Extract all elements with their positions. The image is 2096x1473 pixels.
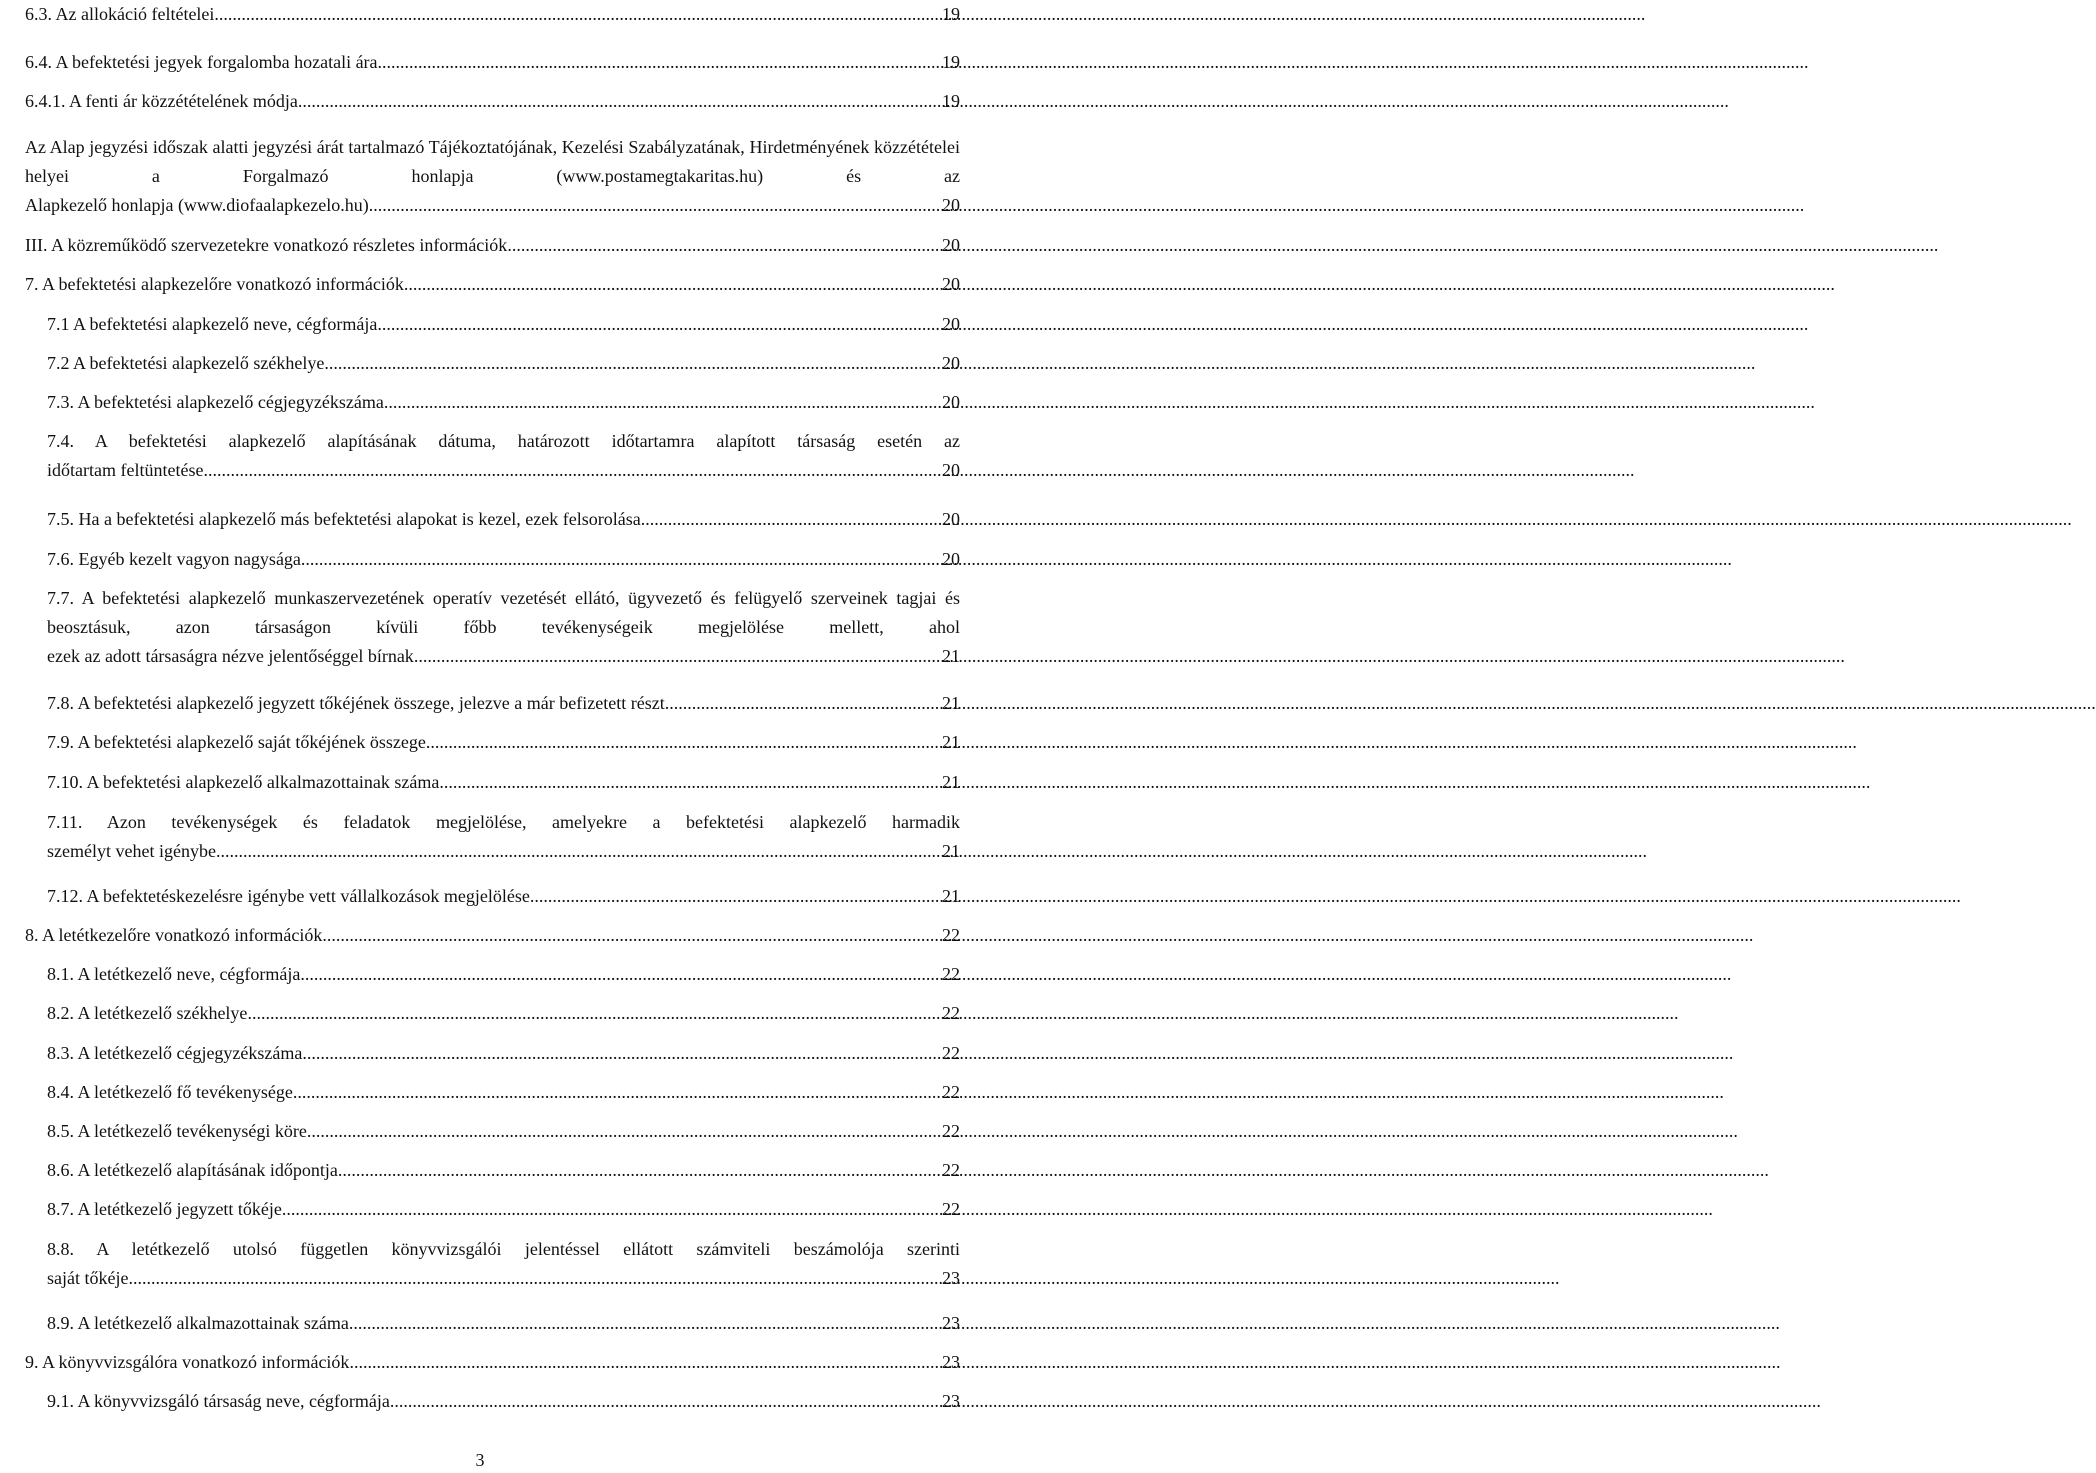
toc-entry-page: 20 [942, 195, 960, 215]
toc-entry-page: 21 [942, 732, 960, 752]
toc-leader-dots [298, 87, 941, 116]
toc-leader-dots [302, 1039, 941, 1068]
toc-entry-title: 7.3. A befektetési alapkezelő cégjegyzékszáma [47, 392, 384, 412]
toc-entry[interactable] [47, 1039, 960, 1068]
toc-entry-lead-text: Az Alap jegyzési időszak alatti jegyzési árát tartalmazó Tájékoztatójának, Kezelési Szabályzatának, Hirdetményének közzétételei helyei a Forgalmazó honlapja (www.postamegtakaritas.hu) és az [25, 137, 960, 186]
toc-leader-dots [307, 1117, 941, 1146]
toc-entry-title: 9.1. A könyvvizsgáló társaság neve, cégformája [47, 1391, 390, 1411]
toc-leader-dots [216, 837, 941, 866]
toc-entry[interactable] [47, 545, 960, 574]
toc-leader-dots [282, 1195, 941, 1224]
toc-entry-title: 7.1 A befektetési alapkezelő neve, cégformája [47, 314, 378, 334]
toc-entry[interactable] [47, 1156, 960, 1185]
toc-entry[interactable] [47, 882, 960, 911]
toc-entry-page: 22 [942, 1043, 960, 1063]
toc-entry[interactable] [25, 48, 960, 77]
toc-entry[interactable] [25, 231, 960, 260]
toc-leader-dots [293, 1078, 941, 1107]
toc-entry-page: 22 [942, 1121, 960, 1141]
toc-leader-dots [390, 1387, 941, 1416]
toc-entry-title: 8. A letétkezelőre vonatkozó információk [25, 925, 323, 945]
toc-entry-page: 21 [942, 772, 960, 792]
toc-entry-lead-text: 7.4. A befektetési alapkezelő alapításának dátuma, határozott időtartamra alapított társaság esetén az [47, 431, 960, 451]
toc-leader-dots [378, 48, 941, 77]
toc-entry-page: 21 [942, 886, 960, 906]
toc-entry[interactable] [47, 1195, 960, 1224]
toc-entry[interactable] [25, 87, 960, 116]
toc-leader-dots [322, 921, 941, 950]
toc-entry[interactable] [47, 960, 960, 989]
toc-entry[interactable] [47, 689, 960, 718]
toc-entry-title: ezek az adott társaságra nézve jelentőséggel bírnak [47, 646, 414, 666]
toc-entry-page: 20 [942, 274, 960, 294]
toc-entry[interactable] [25, 133, 960, 220]
toc-entry[interactable] [47, 1235, 960, 1293]
toc-entry-title: 8.4. A letétkezelő fő tevékenysége [47, 1082, 293, 1102]
toc-entry-page: 21 [942, 646, 960, 666]
toc-entry-page: 19 [942, 52, 960, 72]
toc-entry-page: 20 [942, 314, 960, 334]
toc-leader-dots [439, 768, 941, 797]
toc-entry[interactable] [47, 1078, 960, 1107]
toc-entry-title: 8.7. A letétkezelő jegyzett tőkéje [47, 1199, 282, 1219]
toc-entry-page: 20 [942, 549, 960, 569]
toc-entry-title: 7.12. A befektetéskezelésre igénybe vett vállalkozások megjelölése [47, 886, 530, 906]
toc-entry-page: 22 [942, 1003, 960, 1023]
toc-leader-dots [377, 310, 941, 339]
toc-leader-dots [128, 1264, 941, 1293]
toc-entry[interactable] [47, 768, 960, 797]
toc-entry-title: időtartam feltüntetése [47, 460, 204, 480]
toc-entry-title: 7.2 A befektetési alapkezelő székhelye [47, 353, 325, 373]
toc-leader-dots [214, 0, 941, 29]
toc-entry-page: 23 [942, 1391, 960, 1411]
toc-entry[interactable] [47, 1309, 960, 1338]
toc-leader-dots [300, 960, 941, 989]
toc-entry[interactable] [25, 0, 960, 29]
toc-entry-lead-text: 7.11. Azon tevékenységek és feladatok megjelölése, amelyekre a befektetési alapkezelő harmadik [47, 812, 960, 832]
toc-leader-dots [426, 728, 941, 757]
toc-entry-page: 23 [942, 1268, 960, 1288]
toc-entry-page: 20 [942, 509, 960, 529]
toc-entry[interactable] [47, 584, 960, 671]
toc-leader-dots [414, 642, 941, 671]
toc-entry-page: 20 [942, 392, 960, 412]
toc-entry[interactable] [47, 808, 960, 866]
toc-leader-dots [349, 1348, 941, 1377]
toc-entry[interactable] [25, 270, 960, 299]
toc-entry[interactable] [47, 388, 960, 417]
toc-entry-page: 19 [942, 4, 960, 24]
toc-entry-title: 7. A befektetési alapkezelőre vonatkozó információk [25, 274, 404, 294]
toc-entry-page: 22 [942, 925, 960, 945]
toc-entry[interactable] [47, 427, 960, 485]
toc-entry-lead-text: 8.8. A letétkezelő utolsó független könyvvizsgálói jelentéssel ellátott számviteli beszámolója szerinti [47, 1239, 960, 1259]
toc-entry[interactable] [47, 310, 960, 339]
toc-entry-title: 6.3. Az allokáció feltételei [25, 4, 215, 24]
toc-leader-dots [530, 882, 941, 911]
toc-leader-dots [247, 999, 941, 1028]
toc-entry[interactable] [25, 921, 960, 950]
toc-entry[interactable] [25, 1348, 960, 1377]
toc-entry-title: saját tőkéje [47, 1268, 129, 1288]
toc-entry-page: 23 [942, 1352, 960, 1372]
toc-entry-title: 8.6. A letétkezelő alapításának időpontja [47, 1160, 338, 1180]
toc-entry[interactable] [47, 1117, 960, 1146]
toc-entry[interactable] [47, 505, 960, 534]
page-number: 3 [475, 1450, 485, 1470]
toc-entry-lead-text: 7.7. A befektetési alapkezelő munkaszervezetének operatív vezetését ellátó, ügyvezető és felügyelő szerveinek tagjai és beosztásuk, azon társaságon kívüli főbb tevékenységeik megjelölése mellett, ahol [47, 588, 960, 637]
toc-entry-page: 22 [942, 1082, 960, 1102]
toc-leader-dots [373, 191, 941, 220]
toc-leader-dots [349, 1309, 941, 1338]
toc-entry-page: 20 [942, 460, 960, 480]
toc-entry[interactable] [47, 1387, 960, 1416]
toc-entry-title: Alapkezelő honlapja (www.diofaalapkezelo.hu). [25, 195, 374, 215]
toc-leader-dots [384, 388, 941, 417]
toc-entry-title: 8.1. A letétkezelő neve, cégformája [47, 964, 301, 984]
toc-entry[interactable] [47, 728, 960, 757]
toc-entry-title: 7.8. A befektetési alapkezelő jegyzett tőkéjének összege, jelezve a már befizetett részt [47, 693, 665, 713]
toc-entry-page: 21 [942, 841, 960, 861]
toc-leader-dots [507, 231, 941, 260]
toc-entry-page: 20 [942, 353, 960, 373]
toc-entry-page: 22 [942, 1199, 960, 1219]
toc-leader-dots [641, 505, 941, 534]
toc-leader-dots [324, 349, 941, 378]
toc-entry-title: 9. A könyvvizsgálóra vonatkozó információk [25, 1352, 350, 1372]
toc-entry-title: 6.4.1. A fenti ár közzétételének módja [25, 91, 298, 111]
toc-leader-dots [338, 1156, 941, 1185]
toc-entry-title: 6.4. A befektetési jegyek forgalomba hozatali ára [25, 52, 378, 72]
toc-entry-page: 23 [942, 1313, 960, 1333]
toc-entry-page: 20 [942, 235, 960, 255]
toc-leader-dots [301, 545, 941, 574]
toc-entry-page: 19 [942, 91, 960, 111]
toc-entry-title: 8.9. A letétkezelő alkalmazottainak száma [47, 1313, 349, 1333]
toc-entry[interactable] [47, 349, 960, 378]
toc-entry-page: 22 [942, 1160, 960, 1180]
toc-leader-dots [665, 689, 941, 718]
toc-entry-title: 7.10. A befektetési alapkezelő alkalmazottainak száma [47, 772, 440, 792]
toc-entry-title: 8.2. A letétkezelő székhelye [47, 1003, 248, 1023]
toc-leader-dots [404, 270, 941, 299]
toc-entry-title: személyt vehet igénybe [47, 841, 216, 861]
toc-entry-page: 21 [942, 693, 960, 713]
toc-entry-title: 8.5. A letétkezelő tevékenységi köre [47, 1121, 307, 1141]
toc-entry-title: III. A közreműködő szervezetekre vonatkozó részletes információk [25, 235, 508, 255]
toc-leader-dots [203, 456, 941, 485]
toc-entry-page: 22 [942, 964, 960, 984]
toc-entry-title: 7.6. Egyéb kezelt vagyon nagysága [47, 549, 301, 569]
toc-entry-title: 7.9. A befektetési alapkezelő saját tőkéjének összege [47, 732, 426, 752]
toc-entry-title: 7.5. Ha a befektetési alapkezelő más befektetési alapokat is kezel, ezek felsorolása [47, 509, 641, 529]
toc-entry-title: 8.3. A letétkezelő cégjegyzékszáma [47, 1043, 303, 1063]
toc-entry[interactable] [47, 999, 960, 1028]
